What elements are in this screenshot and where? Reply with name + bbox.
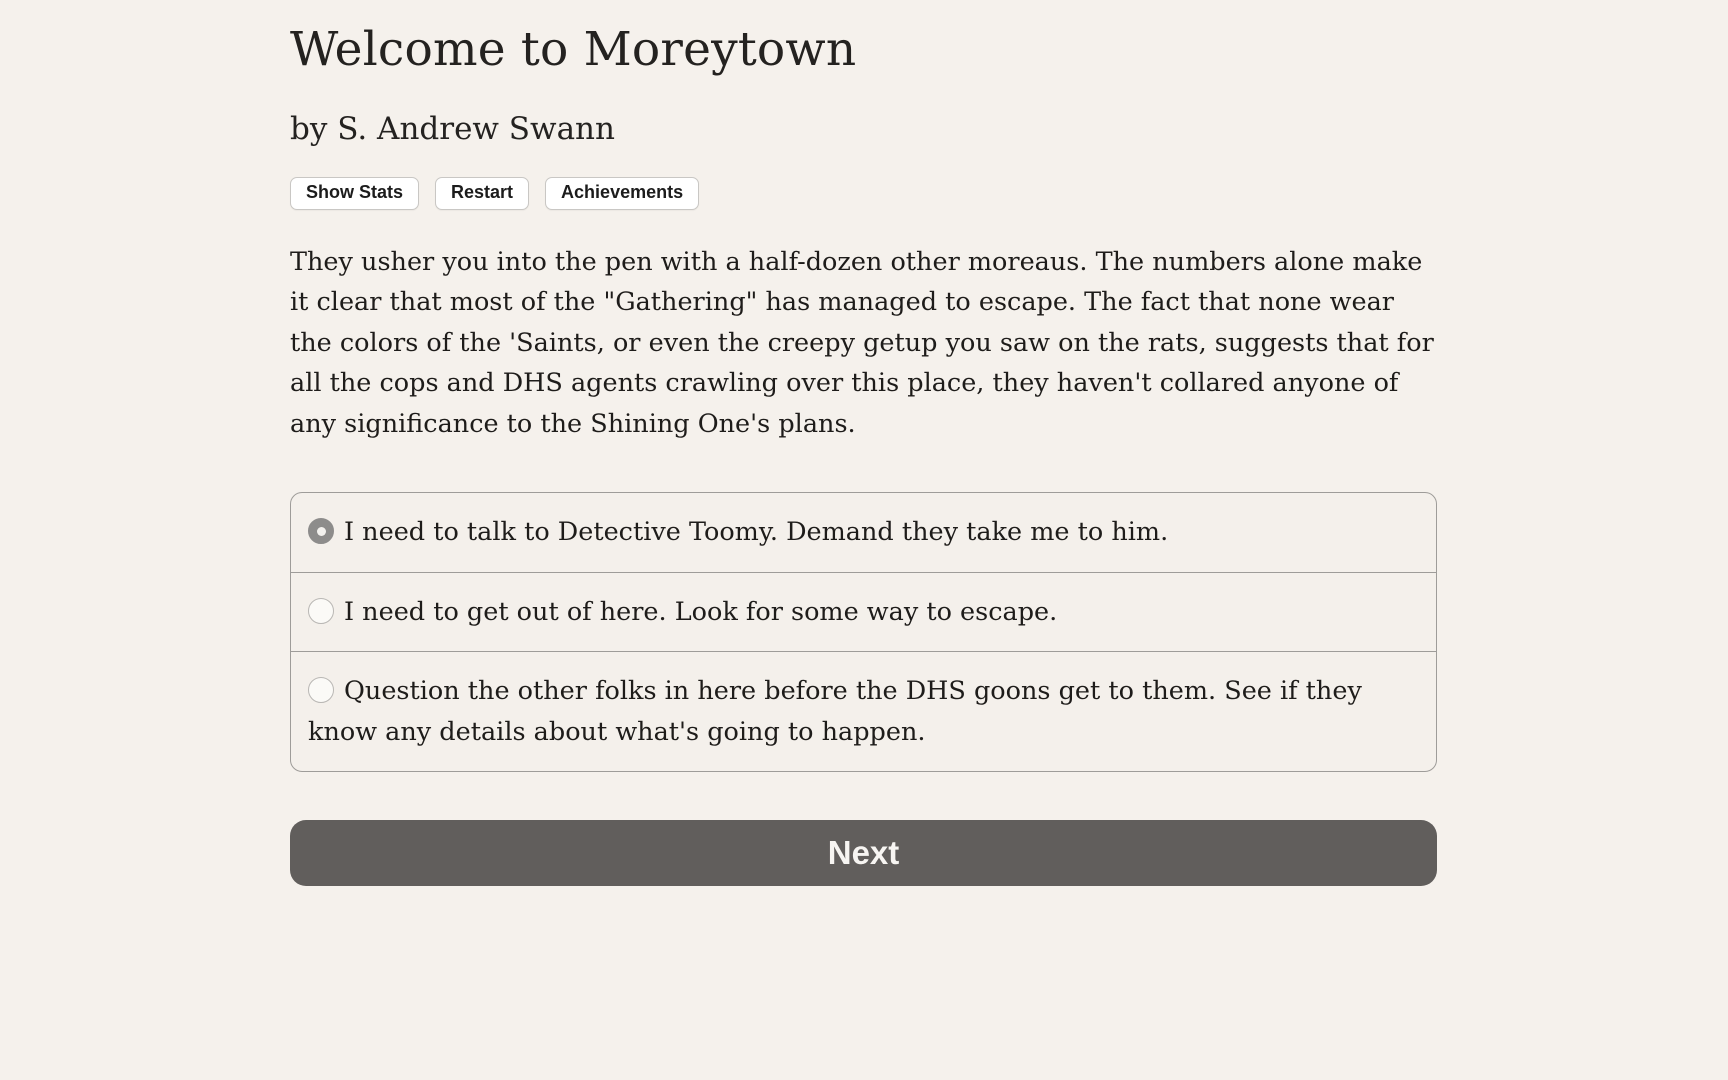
page-title: Welcome to Moreytown [290, 22, 857, 77]
achievements-button[interactable]: Achievements [545, 177, 699, 210]
restart-button[interactable]: Restart [435, 177, 529, 210]
choice-list [290, 492, 1437, 772]
next-button[interactable]: Next [290, 820, 1437, 886]
story-paragraph: They usher you into the pen with a half-dozen other moreaus. The numbers alone make it clear that most of the "Gathering" has managed to escape. The fact that none wear the colors of the 'Saints, or even the creepy getup you saw on the rats, suggests that for all the cops and DHS agents crawling over this place, they haven't collared anyone of any significance to the Shining One's plans. [290, 246, 1434, 439]
choice-option-label: I need to get out of here. Look for some way to escape. [344, 596, 1058, 627]
choice-option-2[interactable] [291, 572, 1436, 652]
show-stats-button[interactable]: Show Stats [290, 177, 419, 210]
radio-button-icon[interactable] [308, 518, 334, 544]
choice-option-1[interactable] [291, 493, 1436, 572]
choice-option-label: I need to talk to Detective Toomy. Demand they take me to him. [344, 517, 1169, 548]
choice-option-label: Question the other folks in here before the DHS goons get to them. See if they know any details about what's going to happen. [308, 676, 1362, 747]
radio-button-icon[interactable] [308, 677, 334, 703]
choice-option-3[interactable] [291, 651, 1436, 771]
toolbar [290, 177, 1437, 210]
author-byline: by S. Andrew Swann [290, 111, 615, 147]
radio-button-icon[interactable] [308, 598, 334, 624]
game-content [290, 0, 1437, 886]
